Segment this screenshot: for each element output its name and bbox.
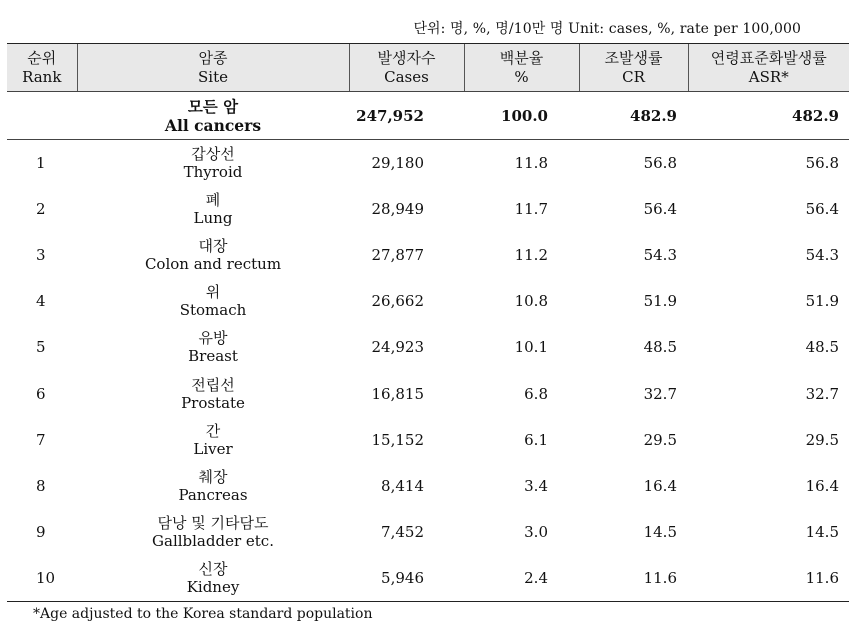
table-cell-rank: 8 <box>36 476 46 495</box>
header-rank: 순위 Rank <box>7 44 77 92</box>
header-site: 암종 Site <box>77 44 349 92</box>
table-cell-asr: 32.7 <box>805 384 839 403</box>
table-cell-rank: 9 <box>36 523 46 542</box>
header-percent: 백분율 % <box>464 44 579 92</box>
table-cell-site: 췌장 Pancreas <box>178 467 248 504</box>
table-cell-percent: 3.4 <box>524 476 548 495</box>
table-cell-cr: 51.9 <box>643 292 677 311</box>
table-cell-rank <box>7 92 77 140</box>
table-cell-rank: 10 <box>36 569 56 588</box>
table-cell-asr: 51.9 <box>805 292 839 311</box>
table-row <box>7 463 849 509</box>
table-cell-cases: 28,949 <box>371 199 424 218</box>
table-cell-asr: 54.3 <box>805 245 839 264</box>
table-cell-asr: 56.8 <box>805 153 839 172</box>
cancer-incidence-table <box>7 43 849 602</box>
table-cell-rank: 2 <box>36 199 46 218</box>
table-cell-asr: 11.6 <box>805 569 839 588</box>
table-cell-percent: 11.8 <box>514 153 548 172</box>
table-cell-cases: 247,952 <box>356 106 424 125</box>
table-cell-percent: 11.7 <box>514 199 548 218</box>
footnote: *Age adjusted to the Korea standard population <box>33 606 373 622</box>
table-cell-rank: 3 <box>36 245 46 264</box>
table-row <box>7 417 849 463</box>
table-cell-cases: 8,414 <box>381 476 424 495</box>
table-cell-percent: 6.8 <box>524 384 548 403</box>
table-row <box>7 324 849 370</box>
table-cell-cases: 27,877 <box>371 245 424 264</box>
table-row <box>7 370 849 416</box>
table-cell-cr: 56.8 <box>643 153 677 172</box>
table-cell-cases: 16,815 <box>371 384 424 403</box>
table-cell-cr: 16.4 <box>643 476 677 495</box>
header-cr: 조발생률 CR <box>579 44 688 92</box>
table-cell-cr: 48.5 <box>643 338 677 357</box>
table-cell-cases: 24,923 <box>371 338 424 357</box>
table-row <box>7 186 849 232</box>
table-cell-cr: 11.6 <box>643 569 677 588</box>
table-cell-site: 간 Liver <box>193 421 233 458</box>
header-cases: 발생자수 Cases <box>349 44 464 92</box>
table-cell-site: 갑상선 Thyroid <box>183 144 243 181</box>
table-cell-cases: 26,662 <box>371 292 424 311</box>
table-cell-site: 위 Stomach <box>179 283 247 320</box>
table-cell-cr: 482.9 <box>630 106 677 125</box>
table-cell-cases: 7,452 <box>381 523 424 542</box>
table-cell-asr: 16.4 <box>805 476 839 495</box>
table-cell-site: 모든 암 All cancers <box>164 96 262 135</box>
table-cell-cr: 32.7 <box>643 384 677 403</box>
table-cell-cr: 29.5 <box>643 430 677 449</box>
table-cell-rank: 7 <box>36 430 46 449</box>
table-cell-cases: 15,152 <box>371 430 424 449</box>
table-cell-cr: 54.3 <box>643 245 677 264</box>
header-asr: 연령표준화발생률 ASR* <box>688 44 849 92</box>
table-row <box>7 555 849 601</box>
table-cell-asr: 29.5 <box>805 430 839 449</box>
table-cell-percent: 10.8 <box>514 292 548 311</box>
all-cancers-row <box>7 92 849 140</box>
table-row <box>7 509 849 555</box>
table-cell-percent: 100.0 <box>501 106 548 125</box>
table-cell-cr: 56.4 <box>643 199 677 218</box>
table-cell-asr: 56.4 <box>805 199 839 218</box>
table-cell-site: 담낭 및 기타담도 Gallbladder etc. <box>152 514 274 551</box>
table-row <box>7 140 849 186</box>
table-cell-cr: 14.5 <box>643 523 677 542</box>
table-cell-site: 유방 Breast <box>188 329 238 366</box>
table-header-row <box>7 44 849 92</box>
table-row <box>7 232 849 278</box>
table-cell-rank: 1 <box>36 153 46 172</box>
table-cell-site: 폐 Lung <box>193 190 233 227</box>
table-cell-cases: 29,180 <box>371 153 424 172</box>
unit-note: 단위: 명, %, 명/10만 명 Unit: cases, %, rate per 100,000 <box>413 21 801 37</box>
table-cell-site: 전립선 Prostate <box>181 375 245 412</box>
table-cell-rank: 6 <box>36 384 46 403</box>
table-cell-percent: 6.1 <box>524 430 548 449</box>
table-cell-site: 대장 Colon and rectum <box>144 236 282 273</box>
table-cell-asr: 14.5 <box>805 523 839 542</box>
table-cell-asr: 48.5 <box>805 338 839 357</box>
table-cell-percent: 10.1 <box>514 338 548 357</box>
table-cell-cases: 5,946 <box>381 569 424 588</box>
table-cell-rank: 4 <box>36 292 46 311</box>
table-cell-rank: 5 <box>36 338 46 357</box>
table-cell-percent: 3.0 <box>524 523 548 542</box>
table-cell-percent: 11.2 <box>514 245 548 264</box>
table-cell-asr: 482.9 <box>792 106 839 125</box>
table-cell-site: 신장 Kidney <box>186 560 240 597</box>
table-cell-percent: 2.4 <box>524 569 548 588</box>
table-row <box>7 278 849 324</box>
